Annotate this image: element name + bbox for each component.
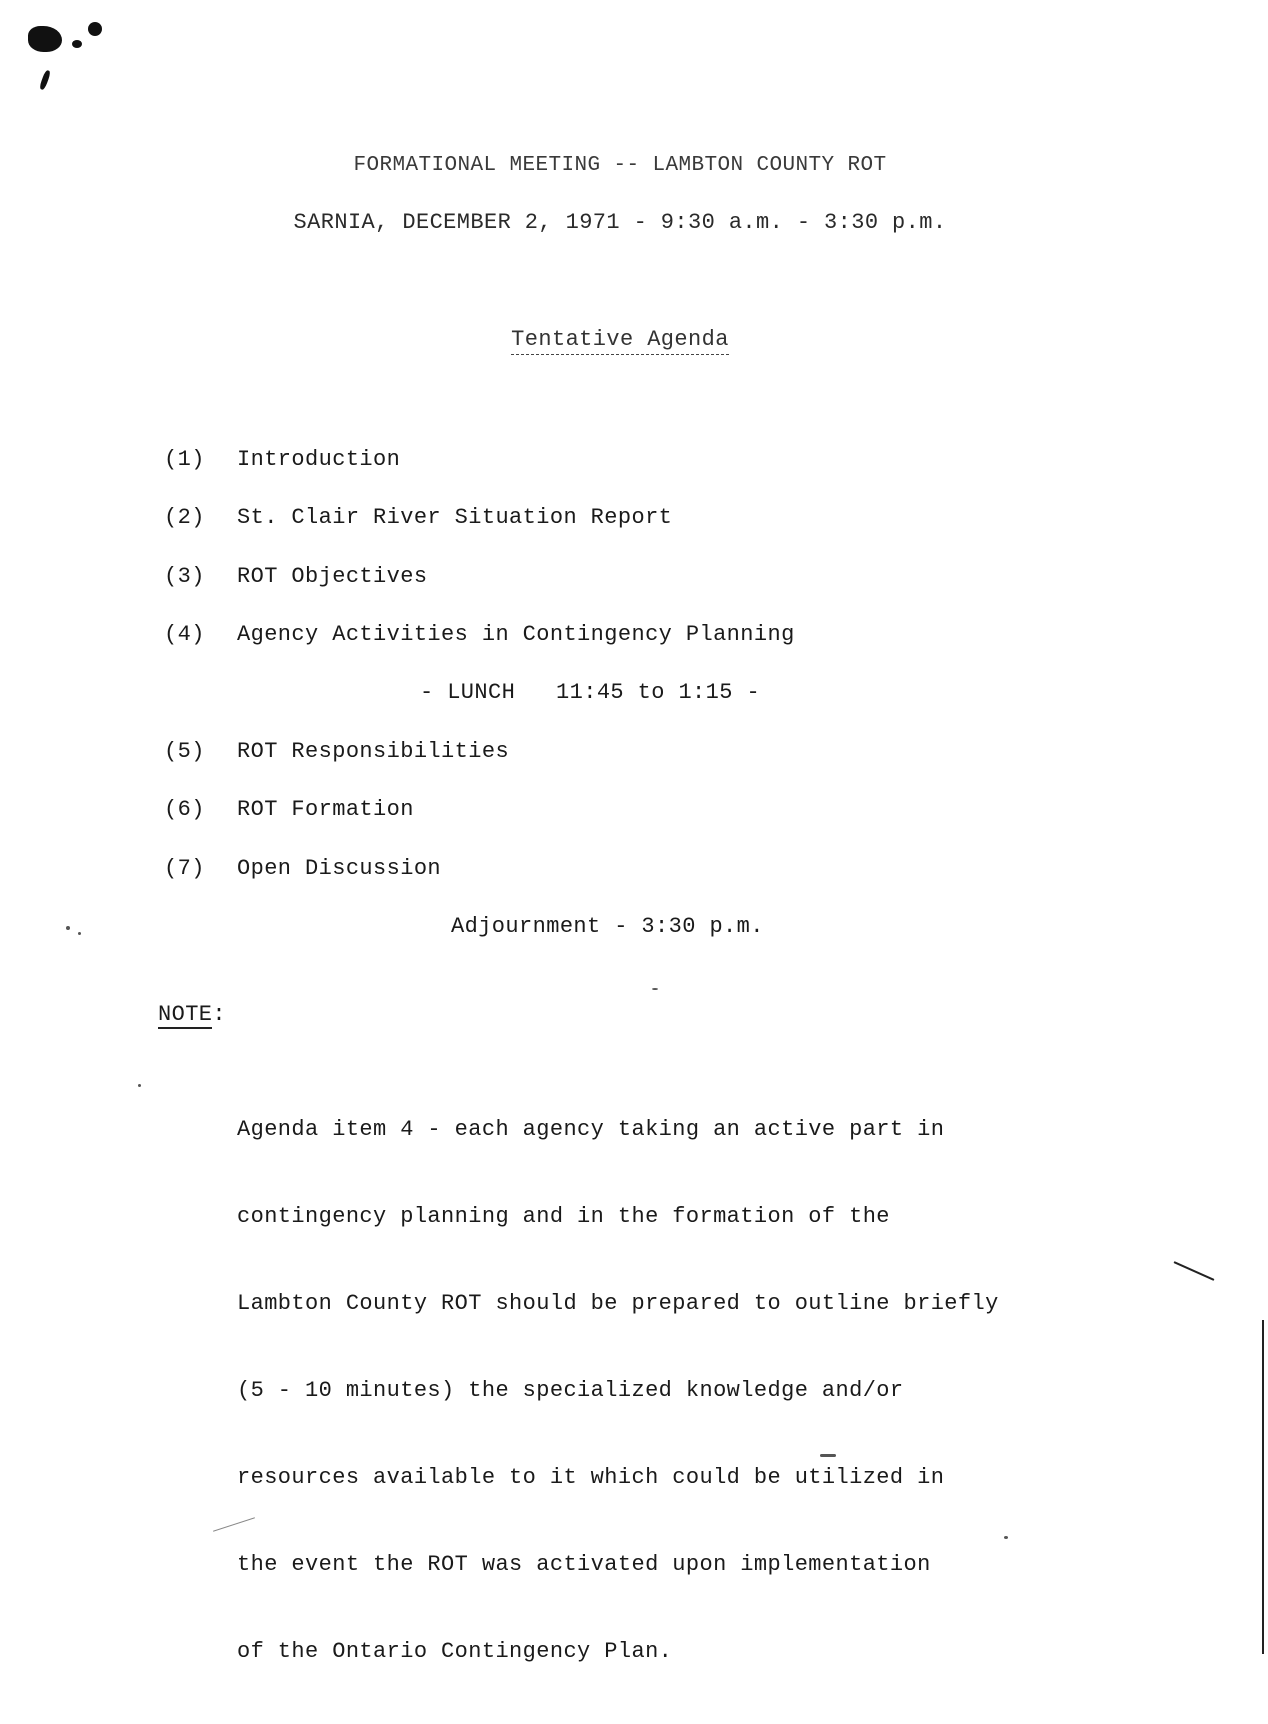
note-label	[158, 1000, 226, 1029]
note-line: (5 - 10 minutes) the specialized knowledge and/or	[237, 1378, 904, 1403]
agenda-item-text: Agency Activities in Contingency Planning	[237, 622, 795, 647]
document-date-line: SARNIA, DECEMBER 2, 1971 - 9:30 a.m. - 3:30 p.m.	[293, 210, 947, 235]
agenda-heading	[0, 325, 1240, 354]
agenda-item-number: (3)	[164, 564, 205, 589]
ink-blot-decoration	[88, 22, 102, 36]
note-line: Agenda item 4 - each agency taking an active part in	[237, 1117, 945, 1142]
agenda-item-text: ROT Formation	[237, 797, 414, 822]
scan-speck	[1004, 1536, 1008, 1539]
agenda-item-number: (7)	[164, 856, 205, 881]
agenda-item-text: ROT Objectives	[237, 564, 428, 589]
agenda-item-number: (5)	[164, 739, 205, 764]
note-line: contingency planning and in the formation of the	[237, 1204, 890, 1229]
ink-blot-decoration	[28, 26, 62, 52]
agenda-item-number: (1)	[164, 447, 205, 472]
note-line: Lambton County ROT should be prepared to outline briefly	[237, 1291, 999, 1316]
ink-blot-decoration	[72, 40, 82, 48]
note-body	[237, 1057, 999, 1724]
agenda-heading-text: Tentative Agenda	[511, 327, 729, 355]
scan-speck	[78, 932, 81, 935]
note-line: resources available to it which could be utilized in	[237, 1465, 945, 1490]
agenda-item-text: ROT Responsibilities	[237, 739, 510, 764]
note-line: of the Ontario Contingency Plan.	[237, 1639, 673, 1664]
document-title: FORMATIONAL MEETING -- LAMBTON COUNTY ROT	[353, 154, 887, 177]
scan-speck	[66, 926, 70, 930]
agenda-item-text: Open Discussion	[237, 856, 442, 881]
note-label-text: NOTE	[158, 1002, 213, 1027]
adjournment-line: Adjournment - 3:30 p.m.	[451, 914, 764, 939]
scan-speck	[1173, 1261, 1214, 1281]
ink-blot-decoration	[39, 70, 51, 91]
agenda-item-text: Introduction	[237, 447, 401, 472]
agenda-item-number: (4)	[164, 622, 205, 647]
note-line: the event the ROT was activated upon implementation	[237, 1552, 931, 1577]
scan-speck	[652, 988, 658, 990]
scan-speck	[138, 1084, 141, 1087]
agenda-item-number: (2)	[164, 505, 205, 530]
lunch-line: - LUNCH 11:45 to 1:15 -	[420, 680, 761, 705]
note-label-colon: :	[212, 1002, 227, 1027]
agenda-item-text: St. Clair River Situation Report	[237, 505, 673, 530]
agenda-item-number: (6)	[164, 797, 205, 822]
scan-edge-line	[1262, 1320, 1264, 1654]
